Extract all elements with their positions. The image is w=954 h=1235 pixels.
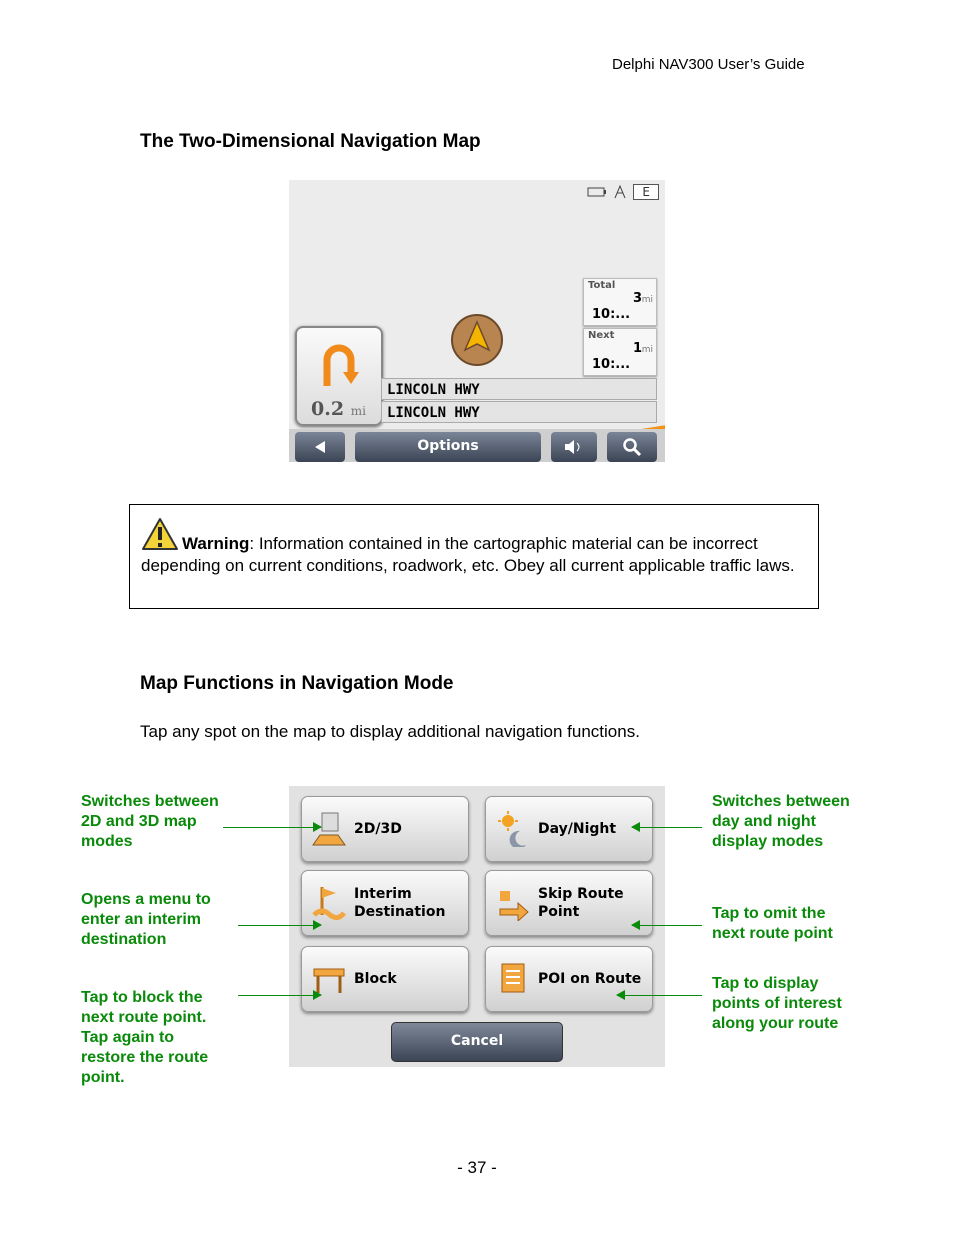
total-time: 10:... (592, 307, 631, 322)
document-header: Delphi NAV300 User’s Guide (612, 56, 805, 73)
interim-destination-icon (312, 885, 346, 921)
next-distance: 1 (632, 341, 642, 356)
volume-button[interactable] (551, 432, 597, 462)
annotation-interim: Opens a menu to enter an interim destination (81, 891, 211, 948)
map-functions-screenshot (289, 786, 665, 1067)
warning-box (129, 504, 819, 609)
next-label: Next (588, 330, 615, 341)
poi-on-route-button[interactable]: POI on Route (485, 946, 653, 1012)
next-unit: mi (641, 345, 653, 355)
battery-icon (587, 187, 607, 197)
options-button[interactable]: Options (355, 432, 541, 462)
total-label: Total (588, 280, 616, 291)
arrow-2d-3d (223, 827, 321, 828)
status-icons (587, 184, 659, 200)
next-turn-panel[interactable] (295, 326, 383, 426)
total-distance-panel[interactable] (583, 278, 657, 326)
total-unit: mi (641, 295, 653, 305)
skip-route-point-icon (496, 885, 530, 921)
interim-destination-button[interactable]: Interim Destination (301, 870, 469, 936)
search-button[interactable] (607, 432, 657, 462)
page-number: - 37 - (457, 1158, 497, 1177)
arrow-skip (632, 925, 702, 926)
section-heading-map-functions: Map Functions in Navigation Mode (140, 673, 454, 694)
next-time: 10:... (592, 357, 631, 372)
u-turn-icon (315, 340, 363, 390)
poi-list-icon (496, 961, 530, 997)
annotation-2d-3d: Switches between 2D and 3D map modes (81, 793, 219, 850)
warning-text: Warning: Information contained in the cartographic material can be incorrect depending on current conditions, roadwork, etc. Obey all current applicable traffic laws. (141, 534, 795, 575)
day-night-button[interactable]: Day/Night (485, 796, 653, 862)
total-distance: 3 (632, 291, 642, 306)
navigation-map-screenshot (289, 180, 665, 462)
search-icon (622, 437, 642, 457)
intro-paragraph: Tap any spot on the map to display additional navigation functions. (140, 722, 640, 741)
annotation-block: Tap to block the next route point. Tap again to restore the route point. (81, 989, 209, 1086)
compass-indicator: E (633, 184, 659, 200)
back-button[interactable] (295, 432, 345, 462)
annotation-skip: Tap to omit the next route point (712, 905, 833, 942)
gps-satellite-icon (613, 184, 627, 200)
next-street: LINCOLN HWY (381, 401, 657, 423)
sun-moon-icon (496, 811, 530, 847)
back-arrow-icon (313, 440, 327, 454)
arrow-poi (617, 995, 702, 996)
annotation-poi: Tap to display points of interest along your route (712, 975, 842, 1032)
current-street: LINCOLN HWY (381, 378, 657, 400)
2d-3d-button[interactable]: 2D/3D (301, 796, 469, 862)
block-button[interactable]: Block (301, 946, 469, 1012)
cancel-button[interactable]: Cancel (391, 1022, 563, 1062)
annotation-day-night: Switches between day and night display modes (712, 793, 850, 850)
vehicle-position-arrow-icon (449, 312, 505, 368)
arrow-block (238, 995, 321, 996)
turn-distance: 0.2 mi (311, 398, 366, 420)
speaker-icon (564, 439, 584, 455)
arrow-interim (238, 925, 321, 926)
section-heading-2d-map: The Two-Dimensional Navigation Map (140, 131, 481, 152)
skip-route-point-button[interactable]: Skip Route Point (485, 870, 653, 936)
arrow-day-night (632, 827, 702, 828)
next-distance-panel[interactable] (583, 328, 657, 376)
